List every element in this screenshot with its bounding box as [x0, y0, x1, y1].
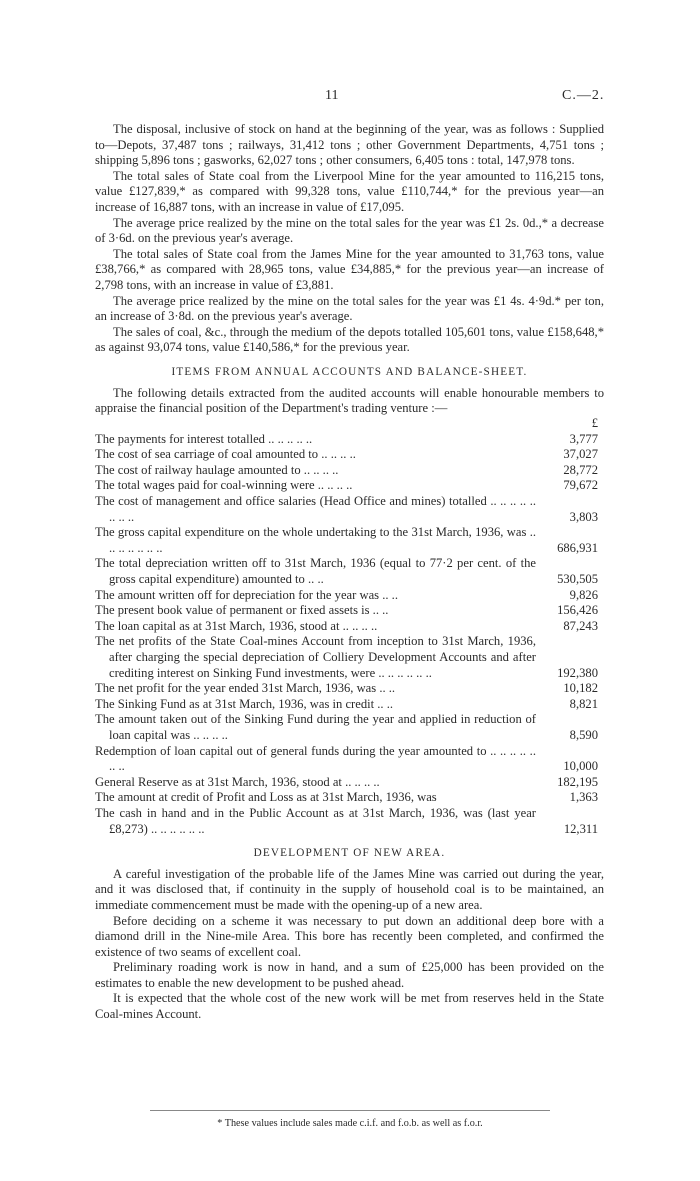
account-item-value: 3,777	[569, 431, 598, 446]
account-item-text: The payments for interest totalled	[95, 431, 265, 446]
account-item-value: 8,821	[569, 696, 598, 711]
account-item-value: 192,380	[557, 665, 598, 680]
dot-leader: .. ..	[369, 603, 389, 618]
account-item	[95, 697, 604, 713]
dot-leader: .. .. .. ..	[318, 447, 356, 462]
dot-leader: .. .. .. ..	[314, 478, 353, 493]
james-sales-paragraph: The total sales of State coal from the James Mine for the year amounted to 31,763 tons, value £38,766,* as compared with 28,965 tons, value £34,885,* for the previous year—an increase of 2,798 tons, with an increase in value of £3,881.	[95, 246, 604, 292]
account-item-value: 28,772	[563, 462, 598, 477]
account-item-value: 3,803	[569, 509, 598, 524]
account-item-text: The present book value of permanent or fixed assets is	[95, 603, 370, 618]
dot-leader: .. ..	[374, 696, 394, 711]
account-item	[95, 525, 604, 556]
development-paragraph: It is expected that the whole cost of the new work will be met from reserves held in the State Coal-mines Account.	[95, 991, 604, 1022]
account-item-text: Redemption of loan capital out of general funds during the year amounted to	[95, 743, 487, 758]
account-item-text: The cost of management and office salaries (Head Office and mines) totalled	[95, 494, 487, 509]
account-item-value: 182,195	[557, 774, 598, 789]
account-item	[95, 619, 604, 635]
dot-leader: .. .. .. .. .. .. ..	[109, 525, 536, 555]
account-item	[95, 712, 604, 743]
accounts-intro: The following details extracted from the audited accounts will enable honourable members to appraise the financial position of the Department's trading venture :—	[95, 385, 604, 416]
account-item	[95, 478, 604, 494]
dot-leader: .. .. .. .. .. .. ..	[109, 743, 536, 774]
account-item	[95, 603, 604, 619]
dot-leader: .. .. .. ..	[300, 462, 339, 477]
account-item-value: 530,505	[557, 572, 598, 587]
account-item	[95, 775, 604, 791]
account-item	[95, 432, 604, 448]
account-item-text: General Reserve as at 31st March, 1936, stood at	[95, 774, 342, 789]
account-item	[95, 790, 604, 806]
account-item-value: 686,931	[557, 540, 598, 555]
dot-leader: .. .. .. ..	[341, 774, 380, 789]
account-item	[95, 681, 604, 697]
account-item-value: 12,311	[563, 821, 598, 836]
account-item	[95, 744, 604, 775]
account-item-text: The total depreciation written off to 31st March, 1936 (equal to 77·2 per cent. of the gross capital expenditure) amounted to	[95, 556, 536, 587]
depot-sales-paragraph: The sales of coal, &c., through the medium of the depots totalled 105,601 tons, value £158,648,* as against 93,074 tons, value £140,586,* for the previous year.	[95, 324, 604, 355]
account-item-value: 1,363	[569, 790, 598, 805]
dot-leader: .. ..	[376, 681, 396, 696]
account-item	[95, 806, 604, 837]
development-paragraph: A careful investigation of the probable life of the James Mine was carried out during the year, and it was disclosed that, if continuity in the supply of household coal is to be maintained, an immediate commencement must be made with the opening-up of a new area.	[95, 866, 604, 912]
dot-leader: .. .. .. .. .. .. .. ..	[109, 494, 536, 524]
account-item-text: The net profit for the year ended 31st March, 1936, was	[95, 681, 377, 696]
currency-column-header: £	[591, 415, 598, 430]
development-heading: DEVELOPMENT OF NEW AREA.	[253, 847, 446, 860]
account-item-value: 8,590	[569, 727, 598, 742]
account-item-text: The cost of railway haulage amounted to	[95, 462, 301, 477]
account-item-value: 87,243	[563, 618, 598, 633]
account-item-text: The amount at credit of Profit and Loss as at 31st March, 1936, was	[95, 790, 437, 805]
account-item	[95, 447, 604, 463]
account-item	[95, 588, 604, 604]
dot-leader: .. ..	[379, 587, 398, 602]
page-number: 11	[325, 88, 339, 103]
page-body	[95, 122, 604, 1023]
dot-leader: .. .. .. .. .. ..	[375, 665, 432, 680]
account-item-value: 37,027	[563, 447, 598, 462]
footnote-rule	[150, 1110, 550, 1111]
development-paragraph: Preliminary roading work is now in hand, and a sum of £25,000 has been provided on the estimates to enable the new development to be pushed ahead.	[95, 960, 604, 990]
account-item	[95, 634, 604, 681]
dot-leader: .. .. .. ..	[339, 618, 378, 633]
account-item-text: The net profits of the State Coal-mines Account from inception to 31st March, 1936, after charging the special depreciation of Colliery Development Accounts and after crediting interest on Sinking Fund investments, were	[95, 634, 536, 680]
liverpool-price-paragraph: The average price realized by the mine on the total sales for the year was £1 2s. 0d.,* a decrease of 3·6d. on the previous year's average.	[95, 215, 604, 246]
account-item-value: 9,826	[569, 587, 598, 602]
accounts-heading: ITEMS FROM ANNUAL ACCOUNTS AND BALANCE-SHEET.	[171, 365, 528, 378]
dot-leader: .. .. .. .. ..	[264, 431, 313, 446]
account-item-text: The amount written off for depreciation for the year was	[95, 587, 380, 602]
accounts-items-list	[95, 432, 604, 837]
dot-leader: .. ..	[304, 572, 324, 587]
account-item	[95, 556, 604, 587]
development-paragraph: Before deciding on a scheme it was necessary to put down an additional deep bore with a diamond drill in the Nine-mile Area. This bore has recently been completed, and confirmed the existence of two seams of excellent coal.	[95, 913, 604, 959]
account-item-text: The gross capital expenditure on the whole undertaking to the 31st March, 1936, was	[95, 525, 527, 540]
dot-leader: .. .. .. ..	[190, 727, 228, 742]
liverpool-sales-paragraph: The total sales of State coal from the Liverpool Mine for the year amounted to 116,215 tons, value £127,839,* as compared with 99,328 tons, value £110,744,* for the previous year—an increase of 16,887 tons, with an increase in value of £17,095.	[95, 168, 604, 214]
disposal-paragraph: The disposal, inclusive of stock on hand at the beginning of the year, was as follows : Supplied to—Depots, 37,487 tons ; railways, 31,412 tons ; other Government Departments, 4,751 tons ; shipping 5,896 tons ; gasworks, 62,027 tons ; other consumers, 6,405 tons : total, 147,978 tons.	[95, 122, 604, 168]
account-item-text: The amount taken out of the Sinking Fund during the year and applied in reduction of loan capital was	[95, 712, 536, 742]
footnote: * These values include sales made c.i.f. and f.o.b. as well as f.o.r.	[217, 1118, 483, 1129]
account-item-text: The cash in hand and in the Public Account as at 31st March, 1936, was (last year £8,273)	[95, 805, 536, 836]
account-item	[95, 463, 604, 479]
account-item-text: The total wages paid for coal-winning were	[95, 478, 315, 493]
page-header	[0, 88, 700, 108]
account-item-text: The loan capital as at 31st March, 1936, stood at	[95, 618, 340, 633]
account-item-value: 10,182	[563, 681, 598, 696]
account-item-value: 10,000	[563, 759, 598, 774]
account-item-text: The Sinking Fund as at 31st March, 1936, was in credit	[95, 696, 375, 711]
james-price-paragraph: The average price realized by the mine on the total sales for the year was £1 4s. 4·9d.* per ton, an increase of 3·8d. on the previous year's average.	[95, 293, 604, 324]
account-item-value: 156,426	[557, 603, 598, 618]
account-item-text: The cost of sea carriage of coal amounted to	[95, 447, 319, 462]
account-item-value: 79,672	[563, 478, 598, 493]
document-reference: C.—2.	[562, 88, 605, 103]
dot-leader: .. .. .. .. .. ..	[147, 821, 205, 836]
account-item	[95, 494, 604, 525]
